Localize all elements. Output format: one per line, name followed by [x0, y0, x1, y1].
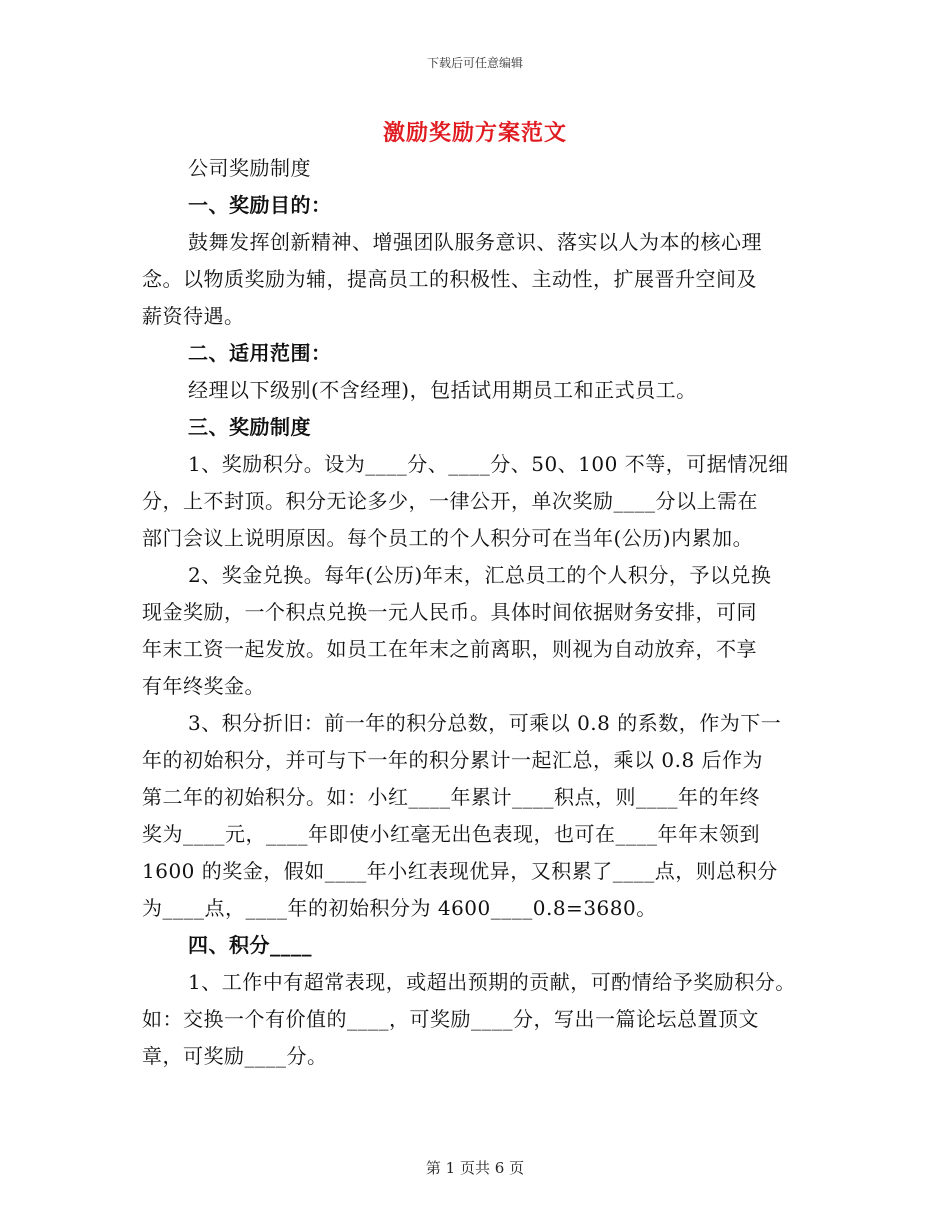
paragraph: [142, 705, 822, 927]
text-line: 年的初始积分，并可与下一年的积分累计一起汇总，乘以 0.8 后作为: [142, 748, 764, 772]
text-line: 为____点，____年的初始积分为 4600____0.8=3680。: [142, 896, 657, 920]
document-body: [142, 150, 822, 1075]
text-line: 如：交换一个有价值的____，可奖励____分，写出一篇论坛总置顶文: [142, 1007, 759, 1031]
text-line: 经理以下级别(不含经理)，包括试用期员工和正式员工。: [188, 378, 697, 402]
text-line: 1、工作中有超常表现，或超出预期的贡献，可酌情给予奖励积分。: [188, 970, 796, 994]
section-heading: [142, 335, 822, 372]
page-number: 第 1 页共 6 页: [425, 1159, 525, 1177]
header-note: 下载后可任意编辑: [426, 56, 523, 70]
paragraph: [142, 150, 822, 187]
text-line: 有年终奖金。: [142, 674, 265, 698]
section-heading: [142, 927, 822, 964]
paragraph: [142, 964, 822, 1075]
paragraph: [142, 446, 822, 557]
paragraph: [142, 224, 822, 335]
text-line: 三、奖励制度: [188, 415, 311, 439]
text-line: 2、奖金兑换。每年(公历)年末，汇总员工的个人积分，予以兑换: [188, 563, 772, 587]
text-line: 鼓舞发挥创新精神、增强团队服务意识、落实以人为本的核心理: [188, 230, 762, 254]
text-line: 3、积分折旧：前一年的积分总数，可乘以 0.8 的系数，作为下一: [188, 711, 782, 735]
text-line: 1、奖励积分。设为____分、____分、50、100 不等，可据情况细: [188, 452, 789, 476]
text-line: 第二年的初始积分。如：小红____年累计____积点，则____年的年终: [142, 785, 760, 809]
text-line: 1600 的奖金，假如____年小红表现优异，又积累了____点，则总积分: [142, 859, 778, 883]
text-line: 奖为____元，____年即使小红毫无出色表现，也可在____年年末领到: [142, 822, 760, 846]
text-line: 部门会议上说明原因。每个员工的个人积分可在当年(公历)内累加。: [142, 526, 754, 550]
text-line: 四、积分____: [188, 933, 312, 957]
paragraph: [142, 372, 822, 409]
text-line: 年末工资一起发放。如员工在年末之前离职，则视为自动放弃，不享: [142, 637, 757, 661]
text-line: 现金奖励，一个积点兑换一元人民币。具体时间依据财务安排，可同: [142, 600, 757, 624]
text-line: 一、奖励目的：: [188, 193, 332, 217]
section-heading: [142, 409, 822, 446]
text-line: 二、适用范围：: [188, 341, 332, 365]
text-line: 公司奖励制度: [188, 156, 311, 180]
section-heading: [142, 187, 822, 224]
document-title: 激励奖励方案范文: [382, 120, 567, 146]
text-line: 薪资待遇。: [142, 304, 245, 328]
text-line: 分，上不封顶。积分无论多少，一律公开，单次奖励____分以上需在: [142, 489, 758, 513]
paragraph: [142, 557, 822, 705]
text-line: 章，可奖励____分。: [142, 1044, 328, 1068]
text-line: 念。以物质奖励为辅，提高员工的积极性、主动性，扩展晋升空间及: [142, 267, 757, 291]
